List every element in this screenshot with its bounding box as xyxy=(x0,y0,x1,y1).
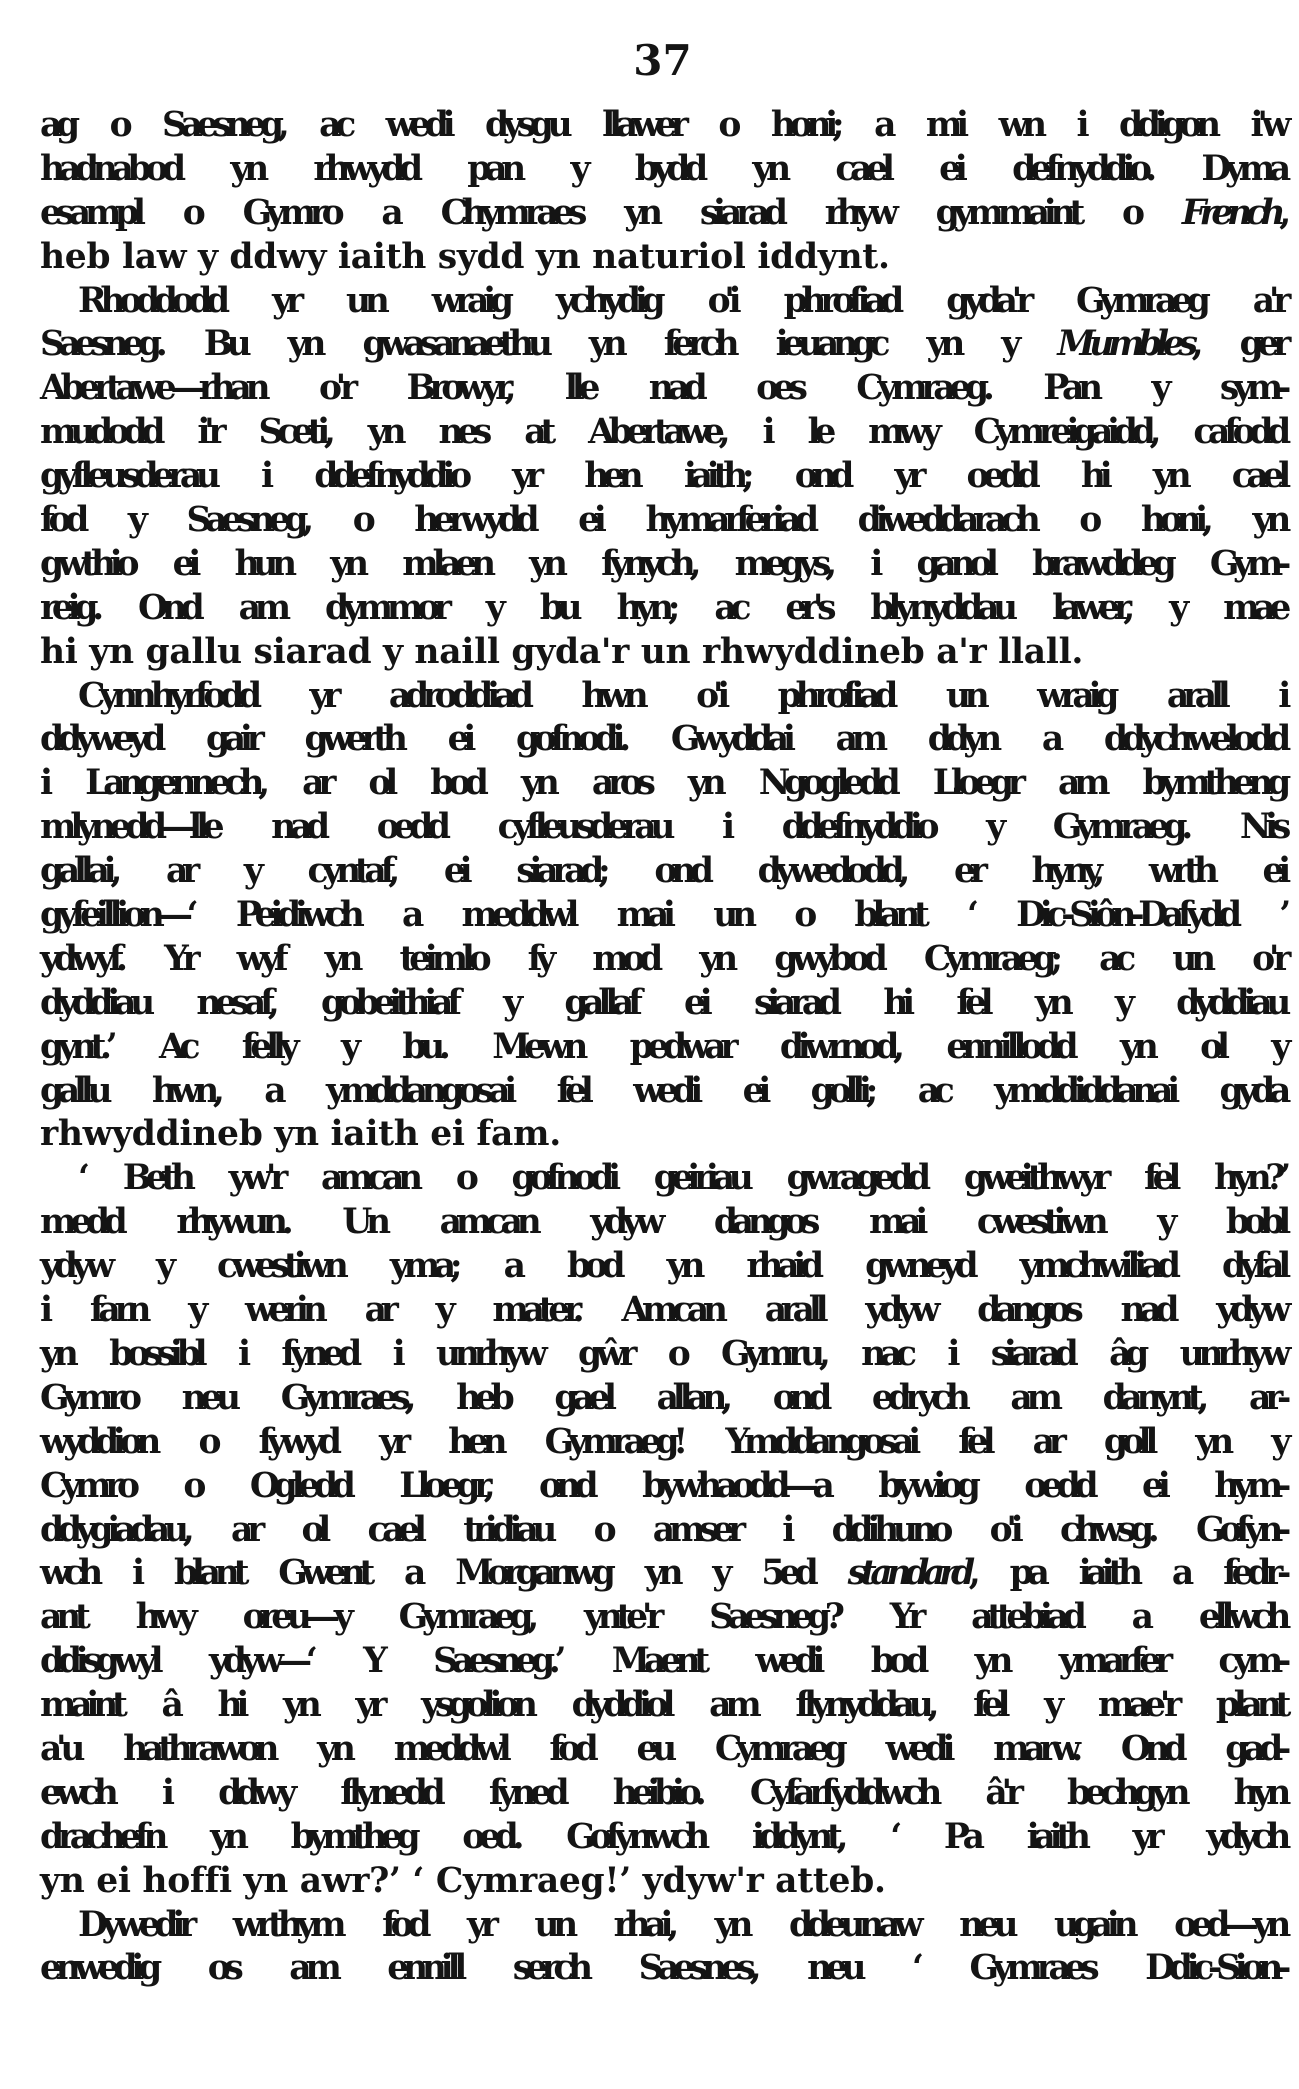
text-line: gyfleusderau i ddefnyddio yr hen iaith; ond yr oedd hi yn cael xyxy=(40,456,1285,497)
text-line: esampl o Gymro a Chymraes yn siarad rhyw gymmaint o French, xyxy=(40,192,1285,233)
text-line: Cymro o Ogledd Lloegr, ond bywhaodd—a bywiog oedd ei hym- xyxy=(40,1465,1285,1506)
text-line-paragraph-start: Rhoddodd yr un wraig ychydig o'i phrofiad gyda'r Gymraeg a'r xyxy=(78,280,1285,321)
text-line: ddyweyd gair gwerth ei gofnodi. Gwyddai am ddyn a ddychwelodd xyxy=(40,719,1285,760)
text-line: wch i blant Gwent a Morganwg yn y 5ed standard, pa iaith a fedr- xyxy=(40,1553,1285,1594)
text-line: reig. Ond am dymmor y bu hyn; ac er's blynyddau lawer, y mae xyxy=(40,587,1285,628)
italic-foreign-word: standard xyxy=(847,1553,969,1594)
italic-place-name: Mumbles xyxy=(1057,324,1192,365)
text-line: ydyw y cwestiwn yma; a bod yn rhaid gwneyd ymchwiliad dyfal xyxy=(40,1246,1285,1287)
text-line: dyddiau nesaf, gobeithiaf y gallaf ei siarad hi fel yn y dyddiau xyxy=(40,982,1285,1023)
text-line: Gymro neu Gymraes, heb gael allan, ond edrych am danynt, ar- xyxy=(40,1377,1285,1418)
italic-foreign-word: French xyxy=(1181,192,1280,233)
text-line: gallai, ar y cyntaf, ei siarad; ond dywedodd, er hyny, wrth ei xyxy=(40,851,1285,892)
text-line-paragraph-end: rhwyddineb yn iaith ei fam. xyxy=(40,1114,561,1155)
text-line-paragraph-start: Dywedir wrthym fod yr un rhai, yn ddeunaw neu ugain oed—yn xyxy=(78,1904,1285,1945)
text-line: i farn y werin ar y mater. Amcan arall ydyw dangos nad ydyw xyxy=(40,1290,1285,1331)
text-line: ddygiadau, ar ol cael tridiau o amser i ddihuno o'i chwsg. Gofyn- xyxy=(40,1509,1285,1550)
text-line: gallu hwn, a ymddangosai fel wedi ei golli; ac ymddiddanai gyda xyxy=(40,1070,1285,1111)
text-line: mudodd i'r Sceti, yn nes at Abertawe, i le mwy Cymreigaidd, cafodd xyxy=(40,412,1285,453)
text-line-paragraph-start: ‘ Beth yw'r amcan o gofnodi geiriau gwragedd gweithwyr fel hyn?’ xyxy=(78,1158,1285,1199)
text-line: a'u hathrawon yn meddwl fod eu Cymraeg wedi marw. Ond gad- xyxy=(40,1728,1285,1769)
text-line: mlynedd—lle nad oedd cyfleusderau i ddefnyddio y Gymraeg. Nis xyxy=(40,807,1285,848)
text-line: Saesneg. Bu yn gwasanaethu yn ferch ieuangc yn y Mumbles, ger xyxy=(40,324,1285,365)
text-line: ddisgwyl ydyw—‘ Y Saesneg.’ Maent wedi bod yn ymarfer cym- xyxy=(40,1641,1285,1682)
text-line: enwedig os am ennill serch Saesnes, neu ‘ Gymraes Ddic-Sion- xyxy=(40,1948,1285,1989)
text-line: gwthio ei hun yn mlaen yn fynych, megys, i ganol brawddeg Gym- xyxy=(40,543,1285,584)
text-line-paragraph-end: hi yn gallu siarad y naill gyda'r un rhwyddineb a'r llall. xyxy=(40,631,1084,672)
text-line: ant hwy oreu—y Gymraeg, ynte'r Saesneg? Yr attebiad a ellwch xyxy=(40,1597,1285,1638)
text-line: fod y Saesneg, o herwydd ei hymarferiad diweddarach o honi, yn xyxy=(40,500,1285,541)
text-line: yn bossibl i fyned i unrhyw gŵr o Gymru, nac i siarad âg unrhyw xyxy=(40,1333,1285,1374)
text-line: ag o Saesneg, ac wedi dysgu llawer o honi; a mi wn i ddigon i'w xyxy=(40,105,1285,145)
text-line: hadnabod yn rhwydd pan y bydd yn cael ei defnyddio. Dyma xyxy=(40,148,1285,189)
text-line-paragraph-end: yn ei hoffi yn awr?’ ‘ Cymraeg!’ ydyw'r atteb. xyxy=(40,1860,886,1901)
text-line: gynt.’ Ac felly y bu. Mewn pedwar diwrnod, ennillodd yn ol y xyxy=(40,1026,1285,1067)
text-line: medd rhywun. Un amcan ydyw dangos mai cwestiwn y bobl xyxy=(40,1202,1285,1243)
text-line: wyddion o fywyd yr hen Gymraeg! Ymddangosai fel ar goll yn y xyxy=(40,1421,1285,1462)
text-line-paragraph-end: heb law y ddwy iaith sydd yn naturiol iddynt. xyxy=(40,236,890,277)
text-line: ewch i ddwy flynedd fyned heibio. Cyfarfyddwch â'r bechgyn hyn xyxy=(40,1772,1285,1813)
text-line-paragraph-start: Cynnhyrfodd yr adroddiad hwn o'i phrofiad un wraig arall i xyxy=(78,675,1285,716)
text-line: drachefn yn bymtheg oed. Gofynwch iddynt, ‘ Pa iaith yr ydych xyxy=(40,1816,1285,1857)
text-line: maint â hi yn yr ysgolion dyddiol am flynyddau, fel y mae'r plant xyxy=(40,1685,1285,1726)
page-number: 37 xyxy=(633,36,692,85)
text-line: i Langennech, ar ol bod yn aros yn Ngogledd Lloegr am bymtheng xyxy=(40,763,1285,804)
text-line: Abertawe—rhan o'r Browyr, lle nad oes Cymraeg. Pan y sym- xyxy=(40,368,1285,409)
text-line: gyfeillion—‘ Peidiwch a meddwl mai un o blant ‘ Dic-Siôn-Dafydd ’ xyxy=(40,895,1285,936)
text-line: ydwyf. Yr wyf yn teimlo fy mod yn gwybod Cymraeg; ac un o'r xyxy=(40,938,1285,979)
